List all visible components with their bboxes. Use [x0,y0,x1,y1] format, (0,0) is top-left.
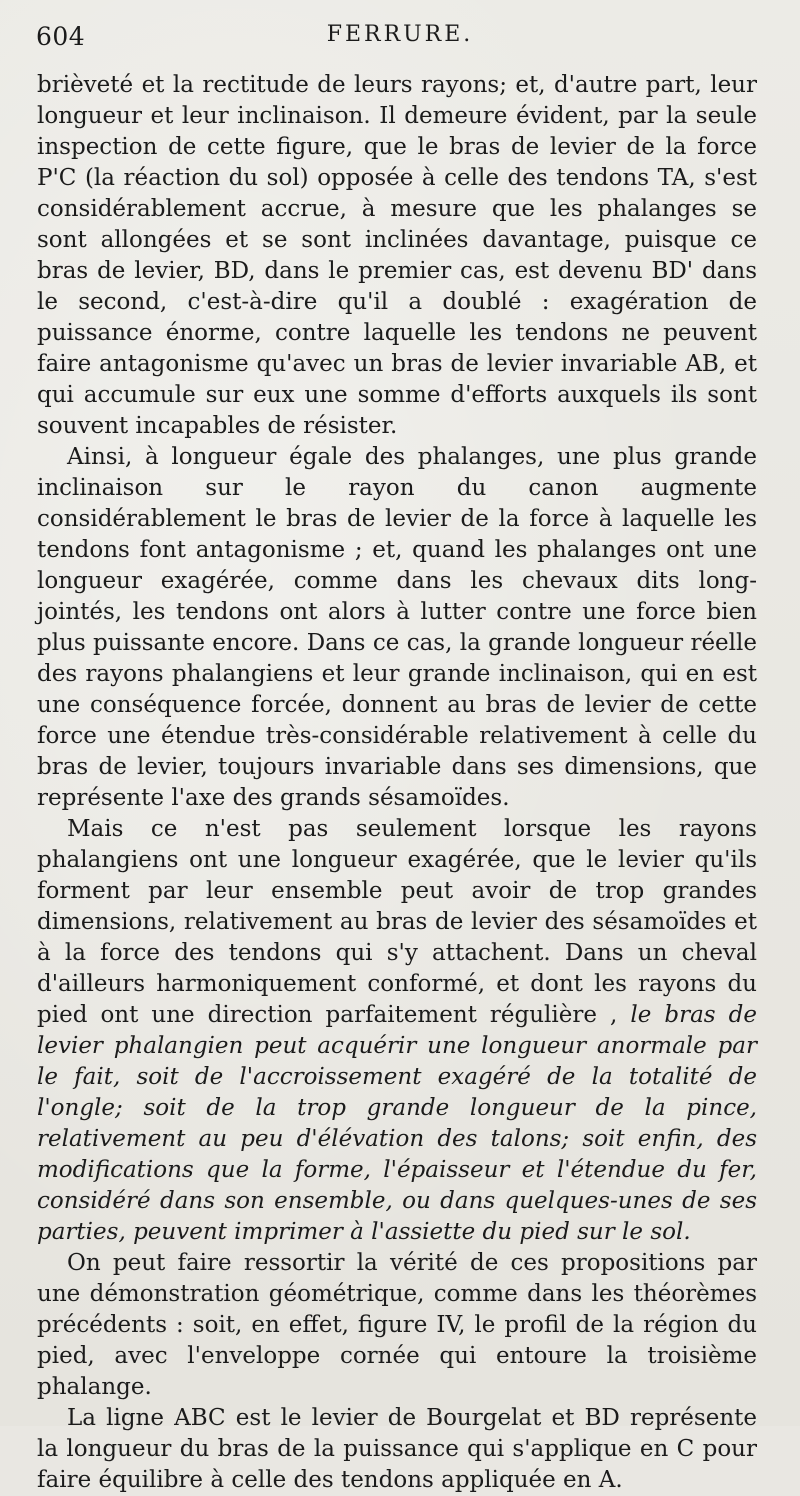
page-number: 604 [36,22,86,51]
body-text [37,70,757,1496]
paragraph-5 [37,1403,757,1496]
running-title: FERRURE. [326,22,474,47]
paragraph-5-text: La ligne ABC est le levier de Bourgelat et BD représente la longueur du bras de la puissance qui s'applique en C pour faire équilibre à celle des tendons appliquée en A. [37,1405,757,1493]
paragraph-3 [37,814,757,1248]
paragraph-2-text: Ainsi, à longueur égale des phalanges, une plus grande inclinaison sur le rayon du canon augmente considérablement le bras de levier de la force à laquelle les tendons font antagonisme ; et, quand les phalanges ont une longueur exagérée, comme dans les chevaux dits long-jointés, les tendons ont alors à lutter contre une force bien plus puissante encore. Dans ce cas, la grande longueur réelle des rayons phalangiens et leur grande inclinaison, qui en est une conséquence forcée, donnent au bras de levier de cette force une étendue très-considérable relativement à celle du bras de levier, toujours invariable dans ses dimensions, que représente l'axe des grands sésamoïdes. [37,444,757,811]
paragraph-3-text: Mais ce n'est pas seulement lorsque les rayons phalangiens ont une longueur exagérée, que le levier qu'ils forment par leur ensemble peut avoir de trop grandes dimensions, relativement au bras de levier des sésamoïdes et à la force des tendons qui s'y attachent. Dans un cheval d'ailleurs harmoniquement conformé, et dont les rayons du pied ont une direction parfaitement régulière , [37,816,757,1028]
page-header [36,20,764,56]
paragraph-1-text: brièveté et la rectitude de leurs rayons; et, d'autre part, leur longueur et leur inclinaison. Il demeure évident, par la seule inspection de cette figure, que le bras de levier de la force P'C (la réaction du sol) opposée à celle des tendons TA, s'est considérablement accrue, à mesure que les phalanges se sont allongées et se sont inclinées davantage, puisque ce bras de levier, BD, dans le premier cas, est devenu BD' dans le second, c'est-à-dire qu'il a doublé : exagération de puissance énorme, contre laquelle les tendons ne peuvent faire antagonisme qu'avec un bras de levier invariable AB, et qui accumule sur eux une somme d'efforts auxquels ils sont souvent incapables de résister. [37,72,757,439]
paragraph-3-italic-text: le bras de levier phalangien peut acquérir une longueur anormale par le fait, soit de l'accroissement exagéré de la totalité de l'ongle; soit de la trop grande longueur de la pince, relativement au peu d'élévation des talons; soit enfin, des modifications que la forme, l'épaisseur et l'étendue du fer, considéré dans son ensemble, ou dans quelques-unes de ses parties, peuvent imprimer à l'assiette du pied sur le sol. [37,1002,757,1245]
paragraph-1 [37,70,757,442]
paragraph-4-text: On peut faire ressortir la vérité de ces propositions par une démonstration géométrique, comme dans les théorèmes précédents : soit, en effet, figure IV, le profil de la région du pied, avec l'enveloppe cornée qui entoure la troisième phalange. [37,1250,757,1400]
paragraph-4 [37,1248,757,1403]
paragraph-2 [37,442,757,814]
